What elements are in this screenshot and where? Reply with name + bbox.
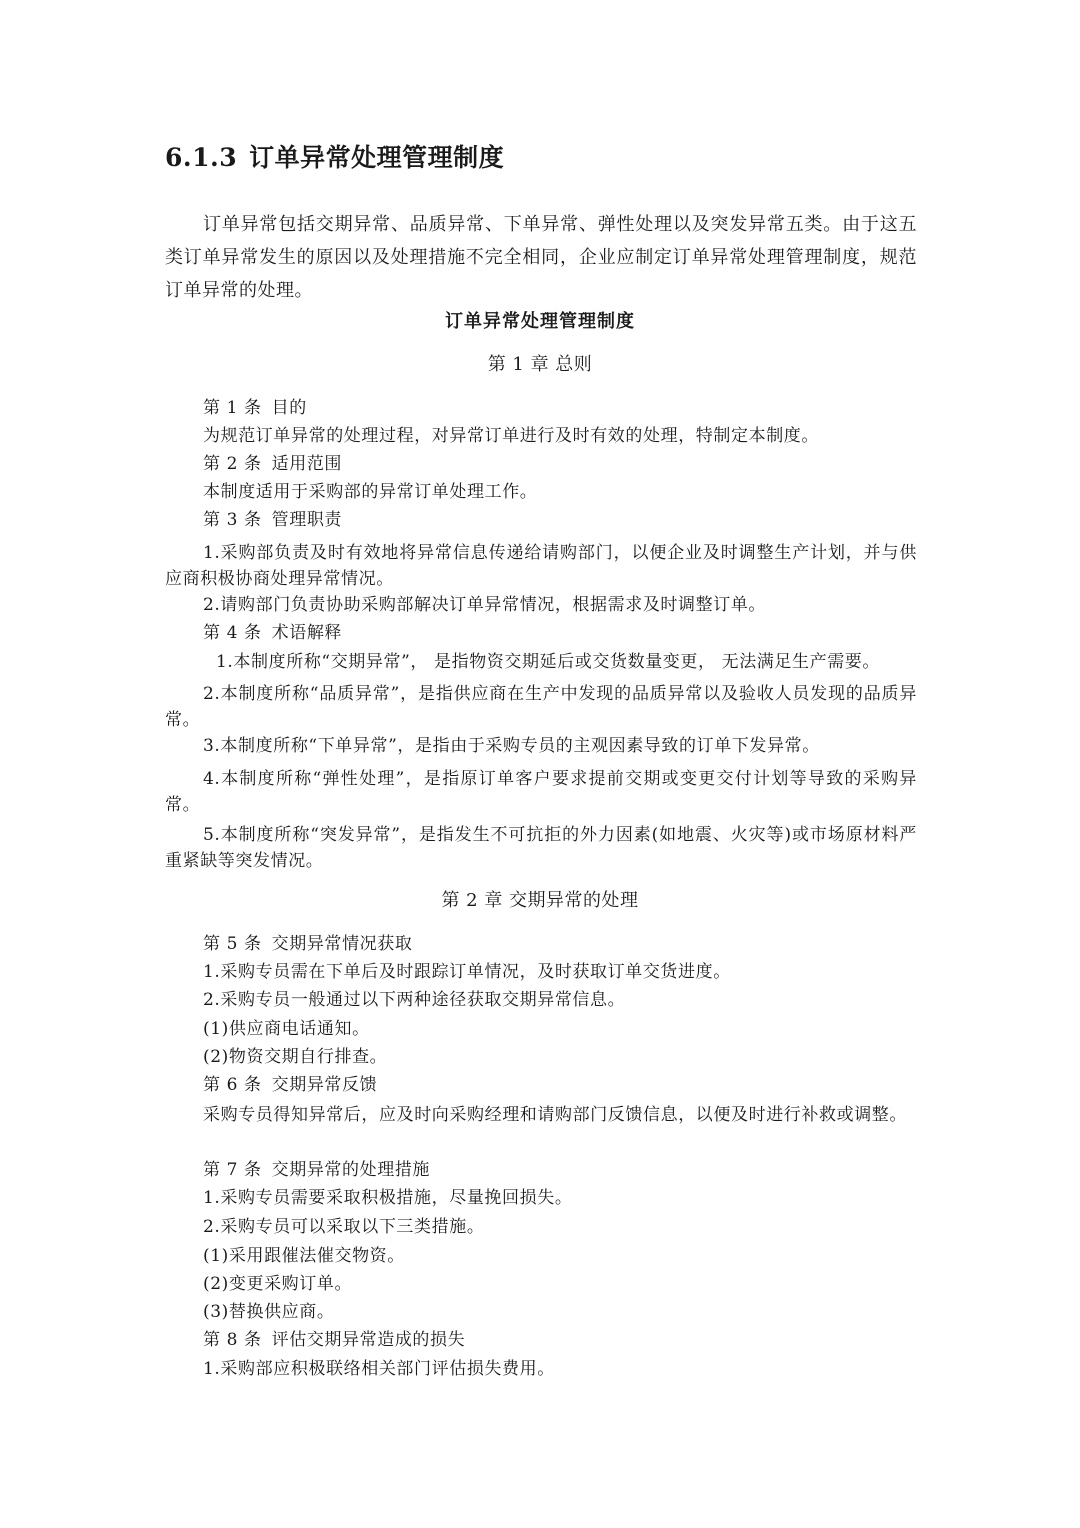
article-number: 第 2 条 xyxy=(203,454,262,474)
article-title: 评估交期异常造成的损失 xyxy=(271,1330,466,1350)
article-3-item-2: 2.请购部门负责协助采购部解决订单异常情况，根据需求及时调整订单。 xyxy=(203,595,767,615)
article-4-item-1: 1.本制度所称“交期异常”， 是指物资交期延后或交货数量变更， 无法满足生产需要。 xyxy=(216,652,881,672)
article-title: 适用范围 xyxy=(271,454,343,474)
article-title: 目的 xyxy=(271,398,307,418)
article-7-sub-3: (3)替换供应商。 xyxy=(203,1302,335,1322)
article-number: 第 7 条 xyxy=(203,1160,262,1180)
section-title-text: 订单异常处理管理制度 xyxy=(249,143,505,172)
section-title xyxy=(165,140,504,176)
article-6-text: 采购专员得知异常后，应及时向采购经理和请购部门反馈信息，以便及时进行补救或调整。 xyxy=(203,1105,907,1125)
article-5-sub-2: (2)物资交期自行排查。 xyxy=(203,1047,388,1067)
section-number: 6.1.3 xyxy=(165,143,238,172)
article-title: 交期异常反馈 xyxy=(271,1075,378,1095)
article-7-sub-1: (1)采用跟催法催交物资。 xyxy=(203,1246,405,1266)
article-5-heading xyxy=(203,931,923,957)
chapter-1-heading: 第 1 章 总则 xyxy=(487,354,593,375)
article-number: 第 4 条 xyxy=(203,623,262,643)
article-4-heading xyxy=(203,620,923,646)
article-5-item-2: 2.采购专员一般通过以下两种途径获取交期异常信息。 xyxy=(203,990,626,1010)
article-8-heading xyxy=(203,1327,923,1353)
article-4-item-3: 3.本制度所称“下单异常”，是指由于采购专员的主观因素导致的订单下发异常。 xyxy=(203,736,820,756)
article-4-item-2: 2.本制度所称“品质异常”，是指供应商在生产中发现的品质异常以及验收人员发现的品质异常。 xyxy=(165,684,917,730)
article-title: 管理职责 xyxy=(271,510,343,530)
article-number: 第 3 条 xyxy=(203,510,262,530)
article-1-text: 为规范订单异常的处理过程，对异常订单进行及时有效的处理，特制定本制度。 xyxy=(203,426,819,446)
article-2-heading xyxy=(203,451,923,477)
article-1-heading xyxy=(203,395,923,421)
article-3-item-1: 1.采购部负责及时有效地将异常信息传递给请购部门，以便企业及时调整生产计划，并与供应商积极协商处理异常情况。 xyxy=(165,543,917,589)
article-title: 术语解释 xyxy=(271,623,343,643)
article-7-sub-2: (2)变更采购订单。 xyxy=(203,1274,353,1294)
article-7-item-2: 2.采购专员可以采取以下三类措施。 xyxy=(203,1217,485,1237)
article-number: 第 1 条 xyxy=(203,398,262,418)
article-7-item-1: 1.采购专员需要采取积极措施，尽量挽回损失。 xyxy=(203,1188,573,1208)
article-8-item-1: 1.采购部应积极联络相关部门评估损失费用。 xyxy=(203,1359,555,1379)
intro-paragraph: 订单异常包括交期异常、品质异常、下单异常、弹性处理以及突发异常五类。由于这五类订单异常发生的原因以及处理措施不完全相同，企业应制定订单异常处理管理制度，规范订单异常的处理。 xyxy=(165,214,917,301)
article-2-text: 本制度适用于采购部的异常订单处理工作。 xyxy=(203,482,538,502)
document-title: 订单异常处理管理制度 xyxy=(445,311,635,332)
article-number: 第 5 条 xyxy=(203,934,262,954)
article-4-item-5: 5.本制度所称“突发异常”，是指发生不可抗拒的外力因素(如地震、火灾等)或市场原材料严重紧缺等突发情况。 xyxy=(165,825,917,871)
article-5-item-1: 1.采购专员需在下单后及时跟踪订单情况，及时获取订单交货进度。 xyxy=(203,962,731,982)
article-6-heading xyxy=(203,1072,923,1098)
article-title: 交期异常情况获取 xyxy=(271,934,413,954)
chapter-2-heading: 第 2 章 交期异常的处理 xyxy=(441,890,639,911)
article-7-heading xyxy=(203,1157,923,1183)
article-number: 第 6 条 xyxy=(203,1075,262,1095)
article-4-item-4: 4.本制度所称“弹性处理”，是指原订单客户要求提前交期或变更交付计划等导致的采购异常。 xyxy=(165,769,917,815)
article-title: 交期异常的处理措施 xyxy=(271,1160,431,1180)
article-number: 第 8 条 xyxy=(203,1330,262,1350)
article-3-heading xyxy=(203,507,923,533)
article-5-sub-1: (1)供应商电话通知。 xyxy=(203,1019,370,1039)
